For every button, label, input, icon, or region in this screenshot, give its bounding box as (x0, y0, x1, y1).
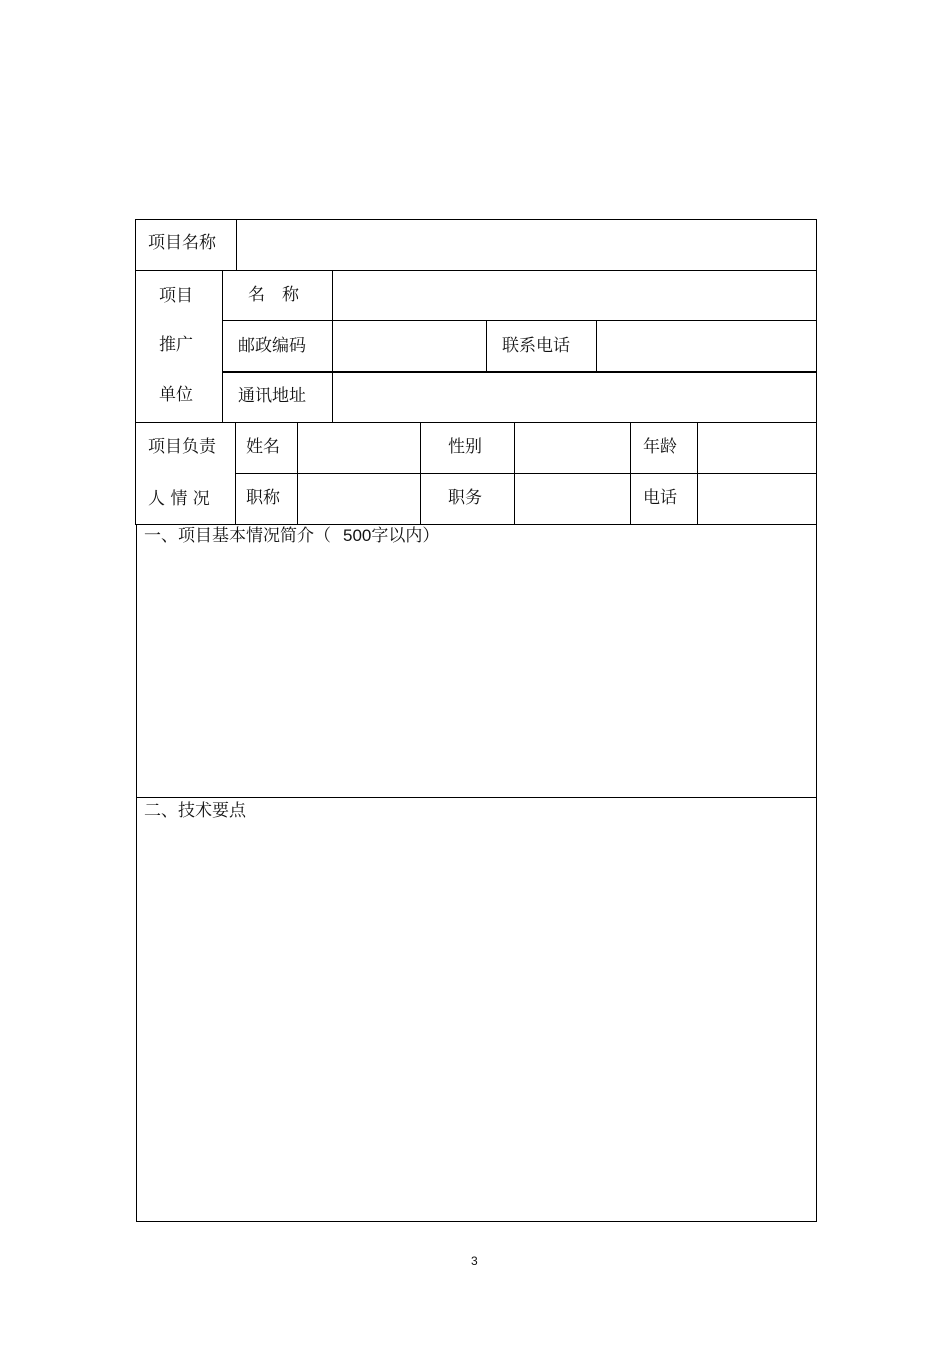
tel-field[interactable] (698, 474, 816, 524)
name-field[interactable] (298, 423, 420, 473)
page-number: 3 (471, 1254, 478, 1268)
contact-phone-label: 联系电话 (502, 336, 570, 356)
age-field[interactable] (698, 423, 816, 473)
unit-label-line1: 项目 (159, 286, 193, 306)
gender-field[interactable] (515, 423, 630, 473)
leader-label-line1: 项目负责 (148, 437, 216, 457)
section1-heading-part2: 字以内） (371, 526, 440, 546)
table-border-bottom (136, 1221, 817, 1222)
title-field[interactable] (298, 474, 420, 524)
unit-name-field[interactable] (333, 271, 816, 320)
address-field[interactable] (333, 373, 816, 422)
leader-label-line2: 人 情 况 (148, 489, 210, 509)
section1-heading-count: 500 (343, 526, 372, 545)
col-divider (486, 320, 487, 372)
section1-heading (144, 526, 439, 546)
project-name-label: 项目名称 (148, 233, 216, 253)
age-label: 年龄 (643, 437, 677, 457)
row-divider (136, 797, 817, 798)
col-divider (222, 270, 223, 423)
contact-phone-field[interactable] (597, 321, 816, 371)
unit-label-line2: 推广 (159, 335, 193, 355)
tel-label: 电话 (643, 488, 677, 508)
section2-heading: 二、技术要点 (144, 801, 246, 821)
technical-points-area[interactable] (137, 826, 816, 1221)
table-border-right (816, 219, 817, 1222)
project-name-field[interactable] (237, 220, 816, 270)
project-summary-area[interactable] (137, 552, 816, 797)
address-label: 通讯地址 (238, 386, 306, 406)
col-divider (630, 422, 631, 525)
postcode-label: 邮政编码 (238, 336, 306, 356)
unit-name-label: 名 称 (248, 285, 299, 305)
table-border-left-upper (135, 219, 136, 524)
unit-label-line3: 单位 (159, 385, 193, 405)
position-label: 职务 (448, 488, 482, 508)
postcode-field[interactable] (333, 321, 486, 371)
section1-heading-part1: 一、项目基本情况简介（ (144, 526, 331, 546)
position-field[interactable] (515, 474, 630, 524)
row-divider (135, 524, 817, 525)
gender-label: 性别 (448, 437, 482, 457)
col-divider (420, 422, 421, 525)
name-label: 姓名 (246, 437, 280, 457)
col-divider (235, 422, 236, 525)
title-label: 职称 (246, 488, 280, 508)
